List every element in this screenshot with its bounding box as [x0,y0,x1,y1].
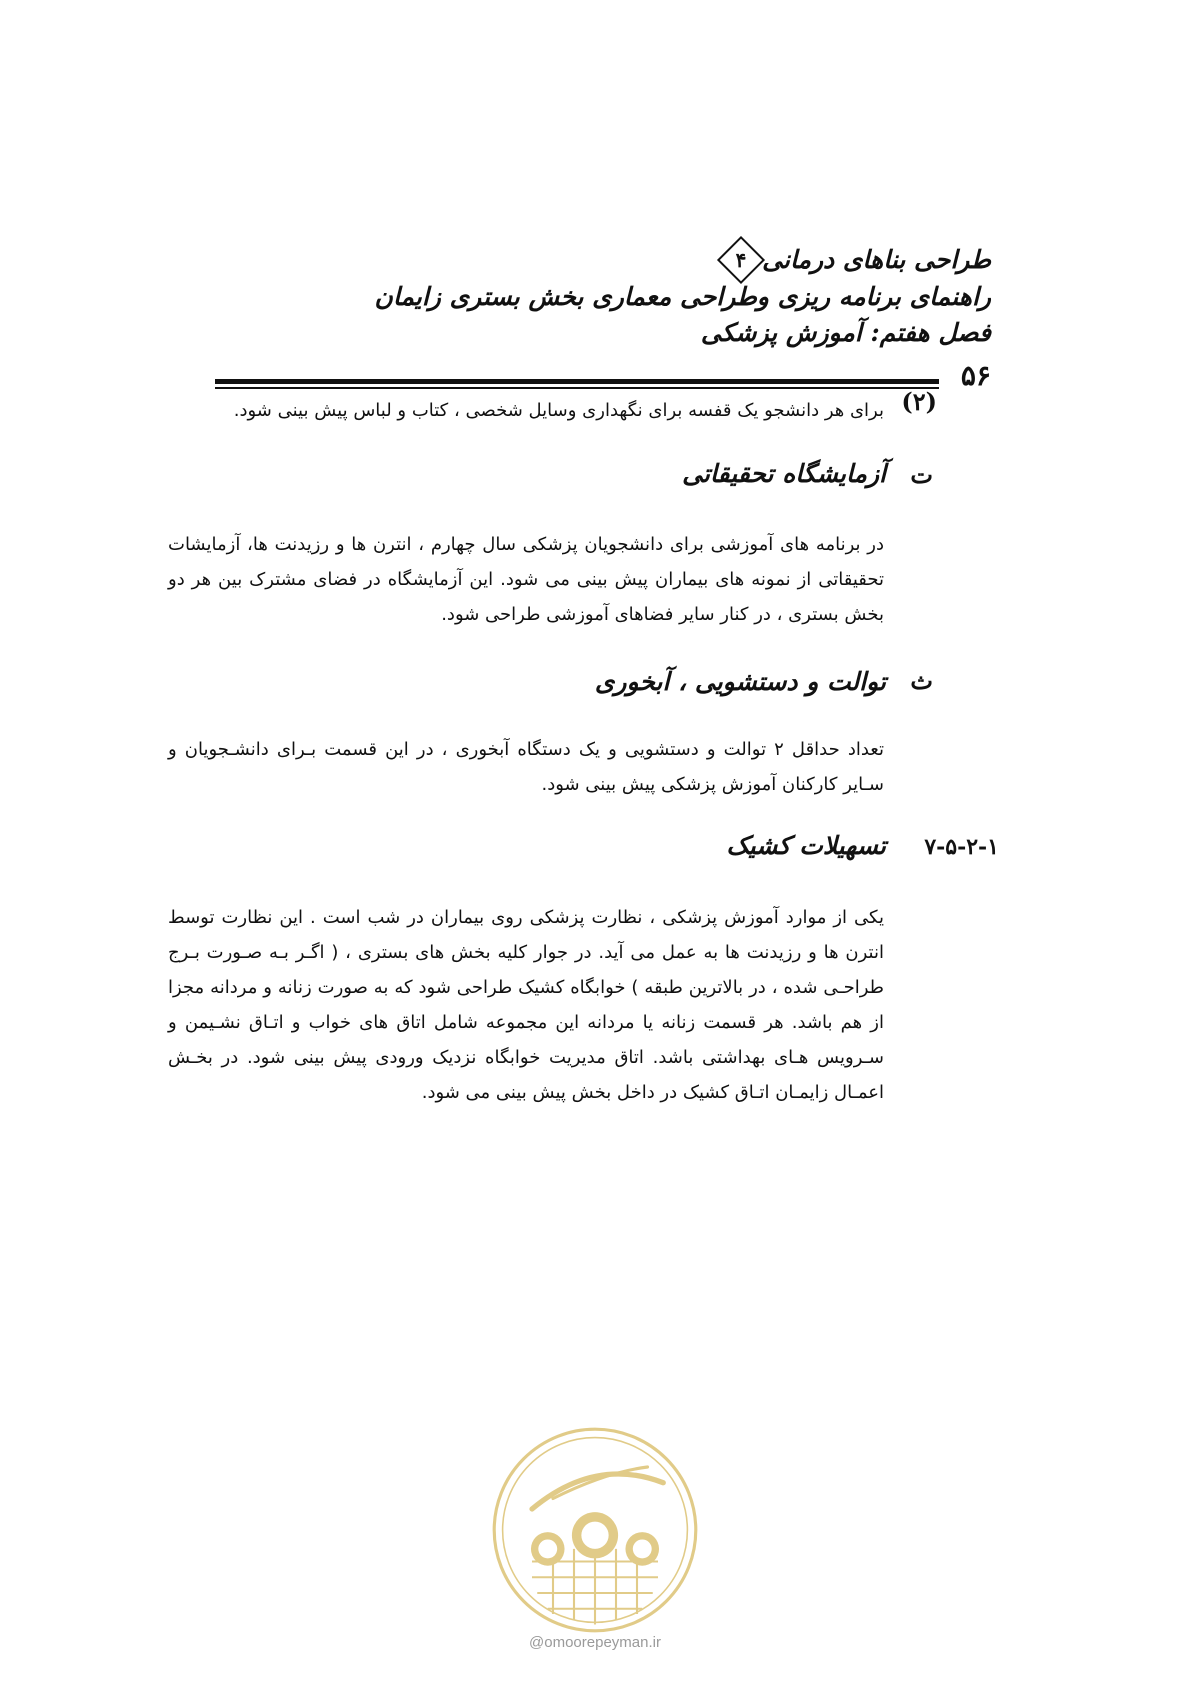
book-title: طراحی بناهای درمانی [762,245,991,274]
watermark-handle: @omoorepeyman.ir [529,1634,661,1651]
section-7-5-2-1-paragraph: یکی از موارد آموزش پزشکی ، نظارت پزشکی روی بیماران در شب است . این نظارت توسط انترن ها و رزیدنت ها به عمل می آید. در جوار کلیه بخش های بستری ، ( اگـر بـه صـورت بـرج طراحـی شده ، در بالاترین طبقه ) خوابگاه کشیک طراحی شود که به صورت زنانه و مردانه مجزا از هم باشد. هر قسمت زنانه یا مردانه این مجموعه شامل اتاق های خواب و اتـاق نشـیمن و سـرویس هـای بهداشتی باشد. اتاق مدیریت خوابگاه نزدیک ورودی پیش بینی شود. در بخـش اعمـال زایمـان اتـاق کشیک در داخل بخش پیش بینی می شود. [168,907,884,1103]
page-header [231,242,991,351]
header-title-line-1 [231,242,991,279]
section-7-5-2-1-heading: تسهیلات کشیک [726,831,886,860]
header-rule-thin [215,387,939,389]
header-chapter-title: فصل هفتم: آموزش پزشکی [700,317,991,347]
section-7-5-2-1-number: ۷-۵-۲-۱ [924,834,999,860]
omoore-peyman-seal-logo [490,1425,700,1635]
section-s-paragraph: تعداد حداقل ۲ توالت و دستشویی و یک دستگاه آبخوری ، در این قسمت بـرای دانشـجویان و سـایر کارکنان آموزش پزشکی پیش بینی شود. [168,739,884,795]
section-t-heading: آزمایشگاه تحقیقاتی [682,459,886,488]
item-2-text: برای هر دانشجو یک قفسه برای نگهداری وسایل شخصی ، کتاب و لباس پیش بینی شود. [233,400,884,421]
section-t-paragraph: در برنامه های آموزشی برای دانشجویان پزشکی سال چهارم ، انترن ها و رزیدنت ها، آزمایشات تحقیقاتی از نمونه های بیماران پیش بینی می شود. این آزمایشگاه در فضای مشترک بین هر دو بخش بستری ، در کنار سایر فضاهای آموزشی طراحی شود. [168,534,884,625]
section-s-marker: ث [910,666,933,695]
section-s-heading: توالت و دستشویی ، آبخوری [594,667,886,696]
volume-number: ۴ [735,247,747,272]
section-t-marker: ت [910,460,933,489]
page-number: ۵۶ [960,359,991,392]
header-title-line-2: راهنمای برنامه ریزی وطراحی معماری بخش بستری زایمان [374,281,991,311]
volume-badge [717,235,765,283]
item-2-marker: (۲) [901,387,937,416]
header-rule [215,379,939,384]
